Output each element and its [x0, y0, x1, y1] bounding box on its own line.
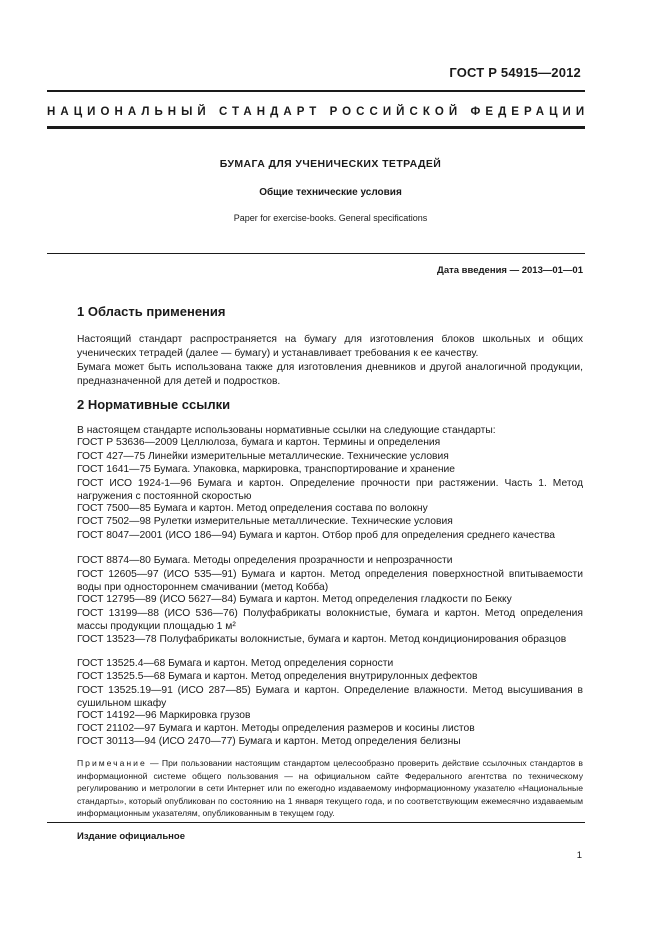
reference-item: ГОСТ ИСО 1924-1—96 Бумага и картон. Определение прочности при растяжении. Часть 1. Метод нагружения с постоянной скоростью	[77, 478, 583, 503]
reference-item: ГОСТ 8874—80 Бумага. Методы определения прозрачности и непрозрачности	[77, 555, 453, 566]
reference-item: ГОСТ 7502—98 Рулетки измерительные металлические. Технические условия	[77, 516, 453, 527]
section-2-heading: 2 Нормативные ссылки	[77, 397, 231, 412]
national-standard-heading: НАЦИОНАЛЬНЫЙ СТАНДАРТ РОССИЙСКОЙ ФЕДЕРАЦИИ	[47, 106, 590, 118]
reference-item: ГОСТ 427—75 Линейки измерительные металлические. Технические условия	[77, 451, 449, 462]
reference-item: ГОСТ 13523—78 Полуфабрикаты волокнистые, бумага и картон. Метод кондиционирования образцов	[77, 634, 567, 645]
section-1-paragraph-2-text: Бумага может быть использована также для изготовления дневников и другой аналогичной продукции, предназначенной для детей и подростков.	[77, 362, 583, 388]
intro-date: Дата введения — 2013—01—01	[437, 265, 583, 276]
page-number: 1	[576, 850, 582, 861]
document-subtitle: Общие технические условия	[259, 187, 402, 198]
footer-rule	[47, 822, 585, 823]
section-2-intro: В настоящем стандарте использованы нормативные ссылки на следующие стандарты:	[77, 425, 496, 436]
reference-item: ГОСТ 21102—97 Бумага и картон. Методы определения размеров и косины листов	[77, 723, 475, 734]
edition-label: Издание официальное	[77, 831, 185, 842]
reference-item: ГОСТ 12795—89 (ИСО 5627—84) Бумага и картон. Метод определения гладкости по Бекку	[77, 594, 512, 605]
reference-item: ГОСТ 1641—75 Бумага. Упаковка, маркировка, транспортирование и хранение	[77, 464, 456, 475]
title-rule	[47, 253, 585, 254]
document-title: БУМАГА ДЛЯ УЧЕНИЧЕСКИХ ТЕТРАДЕЙ	[219, 158, 442, 170]
note	[77, 757, 583, 820]
reference-item: ГОСТ 30113—94 (ИСО 2470—77) Бумага и картон. Метод определения белизны	[77, 736, 461, 747]
header-rule	[47, 126, 585, 129]
reference-item: ГОСТ Р 53636—2009 Целлюлоза, бумага и картон. Термины и определения	[77, 437, 441, 448]
reference-item: ГОСТ 8047—2001 (ИСО 186—94) Бумага и картон. Отбор проб для определения среднего качества	[77, 530, 556, 541]
reference-item: ГОСТ 13525.4—68 Бумага и картон. Метод определения сорности	[77, 658, 394, 669]
english-title: Paper for exercise-books. General specifications	[233, 213, 428, 223]
section-1-paragraph-2	[77, 361, 583, 389]
note-prefix: Примечание	[77, 758, 147, 768]
gost-number: ГОСТ Р 54915—2012	[449, 65, 581, 80]
reference-item: ГОСТ 14192—96 Маркировка грузов	[77, 710, 251, 721]
reference-item: ГОСТ 13525.5—68 Бумага и картон. Метод определения внутрирулонных дефектов	[77, 671, 478, 682]
reference-item: ГОСТ 12605—97 (ИСО 535—91) Бумага и картон. Метод определения поверхностной впитываемости воды при одностороннем смачивании (метод Кобба)	[77, 569, 583, 594]
note-text: — При пользовании настоящим стандартом целесообразно проверить действие ссылочных стандартов в информационной системе общего пользования — на официальном сайте Федерального агентства по техническому регулированию и метрологии в сети Интернет или по ежегодно издаваемому информационному указателю «Национальные стандарты», который опубликован по состоянию на 1 января текущего года, и по соответствующим ежемесячно издаваемым информационным указателям, опубликованным в текущем году.	[77, 758, 583, 819]
top-rule	[47, 90, 585, 92]
reference-item: ГОСТ 13199—88 (ИСО 536—76) Полуфабрикаты волокнистые, бумага и картон. Метод определения массы продукции площадью 1 м²	[77, 608, 583, 633]
reference-item: ГОСТ 7500—85 Бумага и картон. Метод определения состава по волокну	[77, 503, 428, 514]
section-1-paragraph-1	[77, 333, 583, 361]
section-1-heading: 1 Область применения	[77, 304, 226, 319]
reference-item: ГОСТ 13525.19—91 (ИСО 287—85) Бумага и картон. Определение влажности. Метод высушивания в сушильном шкафу	[77, 685, 583, 710]
section-1-paragraph-1-text: Настоящий стандарт распространяется на бумагу для изготовления блоков школьных и общих ученических тетрадей (далее — бумагу) и устанавливает требования к ее качеству.	[77, 334, 583, 360]
